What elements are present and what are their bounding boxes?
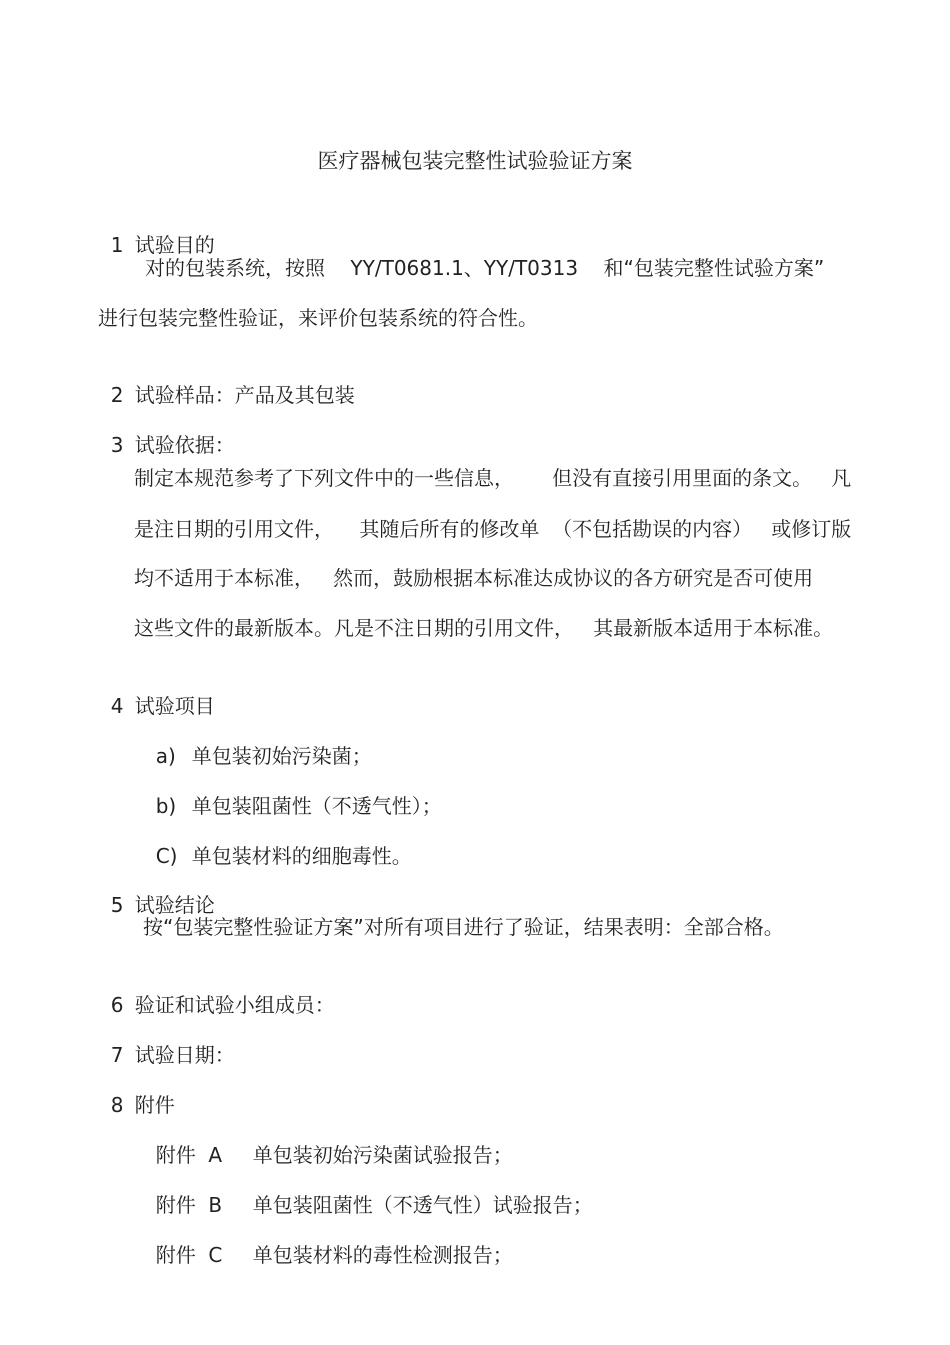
section-title: 验证和试验小组成员： (134, 993, 335, 1017)
attachment-label: 附件 C (155, 1243, 223, 1267)
section-number: 8 (110, 1093, 124, 1117)
list-item (143, 814, 412, 870)
section-title: 试验结论 (134, 893, 215, 917)
section-heading (98, 863, 215, 919)
section-number: 3 (110, 433, 124, 457)
attachment-label: 附件 B (155, 1193, 223, 1217)
section-heading (98, 403, 235, 459)
section-heading (98, 1063, 175, 1119)
section-heading (98, 963, 335, 1019)
paragraph-line: 制定本规范参考了下列文件中的一些信息， 但没有直接引用里面的条文。 凡 (134, 466, 852, 490)
list-item (143, 764, 442, 820)
section-number: 1 (110, 233, 124, 257)
document-title: 医疗器械包装完整性试验验证方案 (317, 149, 633, 173)
section-number: 4 (110, 694, 124, 718)
section-heading (98, 353, 355, 409)
paragraph-line: 对的包装系统，按照 YY/T0681.1、YY/T0313 和“包装完整性试验方案” (145, 256, 825, 280)
section-title: 试验日期： (134, 1043, 235, 1067)
section-title: 试验依据： (134, 433, 235, 457)
list-item (143, 714, 372, 770)
attachment-text: 单包装材料的毒性检测报告； (252, 1243, 513, 1267)
list-item-text: 单包装阻菌性（不透气性）； (191, 794, 442, 818)
paragraph-line: 均不适用于本标准， 然而，鼓励根据本标准达成协议的各方研究是否可使用 (134, 566, 814, 590)
section-heading (98, 1013, 235, 1069)
list-item-label: a) (155, 744, 176, 768)
list-item-label: C) (155, 844, 178, 868)
paragraph-line: 按“包装完整性验证方案”对所有项目进行了验证，结果表明：全部合格。 (143, 915, 784, 939)
section-title: 试验项目 (134, 694, 215, 718)
attachment-text: 单包装阻菌性（不透气性）试验报告； (252, 1193, 593, 1217)
list-item-label: b) (155, 794, 177, 818)
attachment-text: 单包装初始污染菌试验报告； (252, 1143, 513, 1167)
section-number: 7 (110, 1043, 124, 1067)
section-number: 5 (110, 893, 124, 917)
section-heading (98, 203, 215, 259)
attachment-item (143, 1213, 513, 1269)
paragraph-line: 进行包装完整性验证，来评价包装系统的符合性。 (98, 306, 538, 330)
attachment-item (143, 1113, 513, 1169)
section-heading (98, 664, 215, 720)
attachment-item (143, 1163, 593, 1219)
paragraph-line: 这些文件的最新版本。凡是不注日期的引用文件， 其最新版本适用于本标准。 (134, 616, 834, 640)
list-item-text: 单包装初始污染菌； (191, 744, 372, 768)
section-number: 2 (110, 383, 124, 407)
list-item-text: 单包装材料的细胞毒性。 (191, 844, 412, 868)
section-number: 6 (110, 993, 124, 1017)
attachment-label: 附件 A (155, 1143, 223, 1167)
paragraph-line: 是注日期的引用文件， 其随后所有的修改单 （不包括勘误的内容） 或修订版 (134, 517, 852, 541)
section-title: 附件 (134, 1093, 175, 1117)
section-title: 试验样品：产品及其包装 (134, 383, 355, 407)
section-title: 试验目的 (134, 233, 215, 257)
